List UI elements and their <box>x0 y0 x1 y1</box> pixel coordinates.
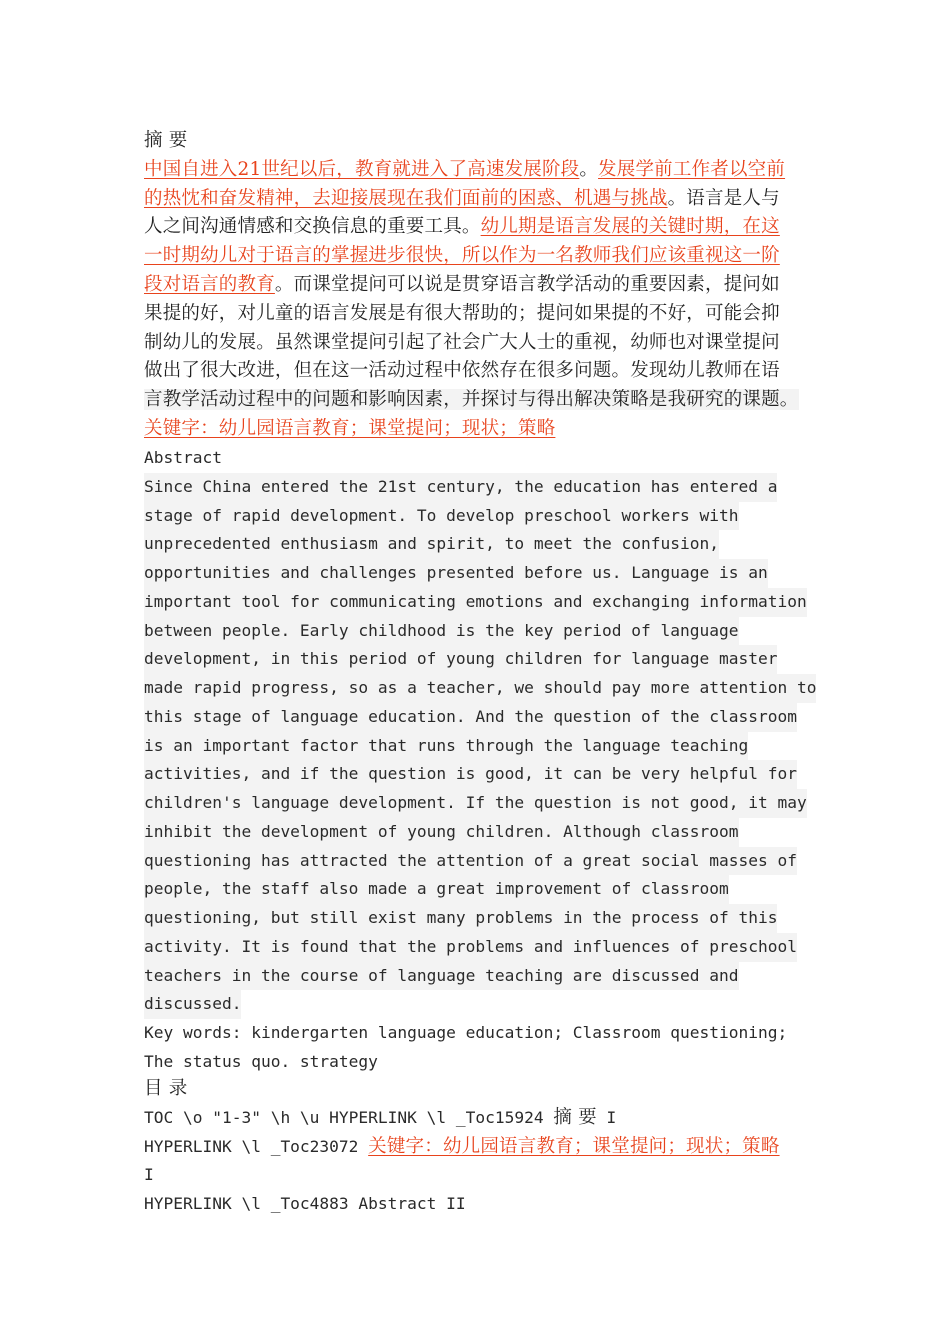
abstract-en-line: opportunities and challenges presented before us. Language is an <box>144 559 768 588</box>
abstract-en-line: discussed. <box>144 990 241 1019</box>
abstract-cn-line <box>144 156 814 185</box>
highlighted-text: 段对语言的教育 <box>144 273 275 295</box>
abstract-en-line: made rapid progress, so as a teacher, we should pay more attention to <box>144 674 816 703</box>
abstract-en-line: between people. Early childhood is the key period of language <box>144 617 739 646</box>
toc-entry-title: 摘 要 <box>553 1106 597 1128</box>
highlighted-text: 幼儿期是语言发展的关键时期，在这 <box>480 216 780 238</box>
body-text: 。语言是人与 <box>667 187 780 209</box>
toc-entry-abstract-cn[interactable] <box>144 1104 814 1133</box>
toc-field-code: HYPERLINK \l _Toc23072 <box>144 1136 369 1156</box>
abstract-en-line: children's language development. If the question is not good, it may <box>144 789 807 818</box>
abstract-en-line: Since China entered the 21st century, the education has entered a <box>144 473 777 502</box>
abstract-en-line: important tool for communicating emotions and exchanging information <box>144 588 807 617</box>
abstract-cn-keywords: 关键字：幼儿园语言教育；课堂提问；现状；策略 <box>144 417 556 439</box>
abstract-en-line: stage of rapid development. To develop preschool workers with <box>144 502 739 531</box>
highlighted-text: 发展学前工作者以空前 <box>598 158 786 180</box>
abstract-en-keywords-line2: The status quo. strategy <box>144 1051 378 1071</box>
abstract-cn-body <box>144 156 814 415</box>
body-text: 人之间沟通情感和交换信息的重要工具。 <box>144 216 481 238</box>
toc-section <box>144 1075 814 1219</box>
abstract-en-line: questioning has attracted the attention of a great social masses of <box>144 847 797 876</box>
body-text: 言教学活动过程中的问题和影响因素，并探讨与得出解决策略是我研究的课题。 <box>144 389 799 411</box>
highlighted-text: 中国自进入21世纪以后，教育就进入了高速发展阶段 <box>144 158 580 180</box>
abstract-en-line: unprecedented enthusiasm and spirit, to meet the confusion, <box>144 530 719 559</box>
toc-entry-abstract-en[interactable]: HYPERLINK \l _Toc4883 Abstract II <box>144 1194 466 1214</box>
abstract-en-line: questioning, but still exist many problems in the process of this <box>144 904 777 933</box>
abstract-cn-line <box>144 357 814 386</box>
toc-field-code: TOC \o "1-3" \h \u HYPERLINK \l _Toc15924 <box>144 1107 554 1127</box>
abstract-en-line: is an important factor that runs through the language teaching <box>144 732 748 761</box>
body-text: 制幼儿的发展。虽然课堂提问引起了社会广大人士的重视，幼师也对课堂提问 <box>144 331 780 353</box>
abstract-en-heading: Abstract <box>144 448 222 467</box>
abstract-en-line: inhibit the development of young children. Although classroom <box>144 818 739 847</box>
abstract-en-line: activity. It is found that the problems and influences of preschool <box>144 933 797 962</box>
body-text: 。 <box>579 158 599 180</box>
abstract-cn-line <box>144 329 814 358</box>
abstract-cn-line <box>144 185 814 214</box>
abstract-en-line: activities, and if the question is good, it can be very helpful for <box>144 760 797 789</box>
body-text: 。而课堂提问可以说是贯穿语言教学活动的重要因素，提问如 <box>274 273 780 295</box>
abstract-cn-line <box>144 386 814 415</box>
toc-entry-page: I <box>596 1107 617 1127</box>
abstract-en-section <box>144 444 817 1077</box>
toc-entry-keywords-page: I <box>144 1165 154 1185</box>
abstract-en-line: this stage of language education. And the question of the classroom <box>144 703 797 732</box>
abstract-cn-section <box>144 127 814 444</box>
toc-heading: 目 录 <box>144 1078 188 1099</box>
abstract-cn-heading: 摘 要 <box>144 130 188 151</box>
highlighted-text: 一时期幼儿对于语言的掌握进步很快，所以作为一名教师我们应该重视这一阶 <box>144 245 780 267</box>
abstract-en-body <box>144 473 817 1019</box>
abstract-cn-line <box>144 300 814 329</box>
abstract-en-keywords-line1: Key words: kindergarten language education; Classroom questioning; <box>144 1023 788 1042</box>
toc-entry-title: 关键字：幼儿园语言教育；课堂提问；现状；策略 <box>368 1135 780 1157</box>
abstract-en-line: teachers in the course of language teaching are discussed and <box>144 962 739 991</box>
highlighted-text: 的热忱和奋发精神，去迎接展现在我们面前的困惑、机遇与挑战 <box>144 187 668 209</box>
abstract-cn-line <box>144 213 814 242</box>
abstract-en-line: people, the staff also made a great improvement of classroom <box>144 875 729 904</box>
abstract-cn-line <box>144 271 814 300</box>
abstract-cn-line <box>144 242 814 271</box>
toc-entry-keywords[interactable] <box>144 1133 814 1162</box>
abstract-en-line: development, in this period of young children for language master <box>144 645 777 674</box>
body-text: 果提的好，对儿童的语言发展是有很大帮助的；提问如果提的不好，可能会抑 <box>144 302 780 324</box>
body-text: 做出了很大改进，但在这一活动过程中依然存在很多问题。发现幼儿教师在语 <box>144 360 780 382</box>
